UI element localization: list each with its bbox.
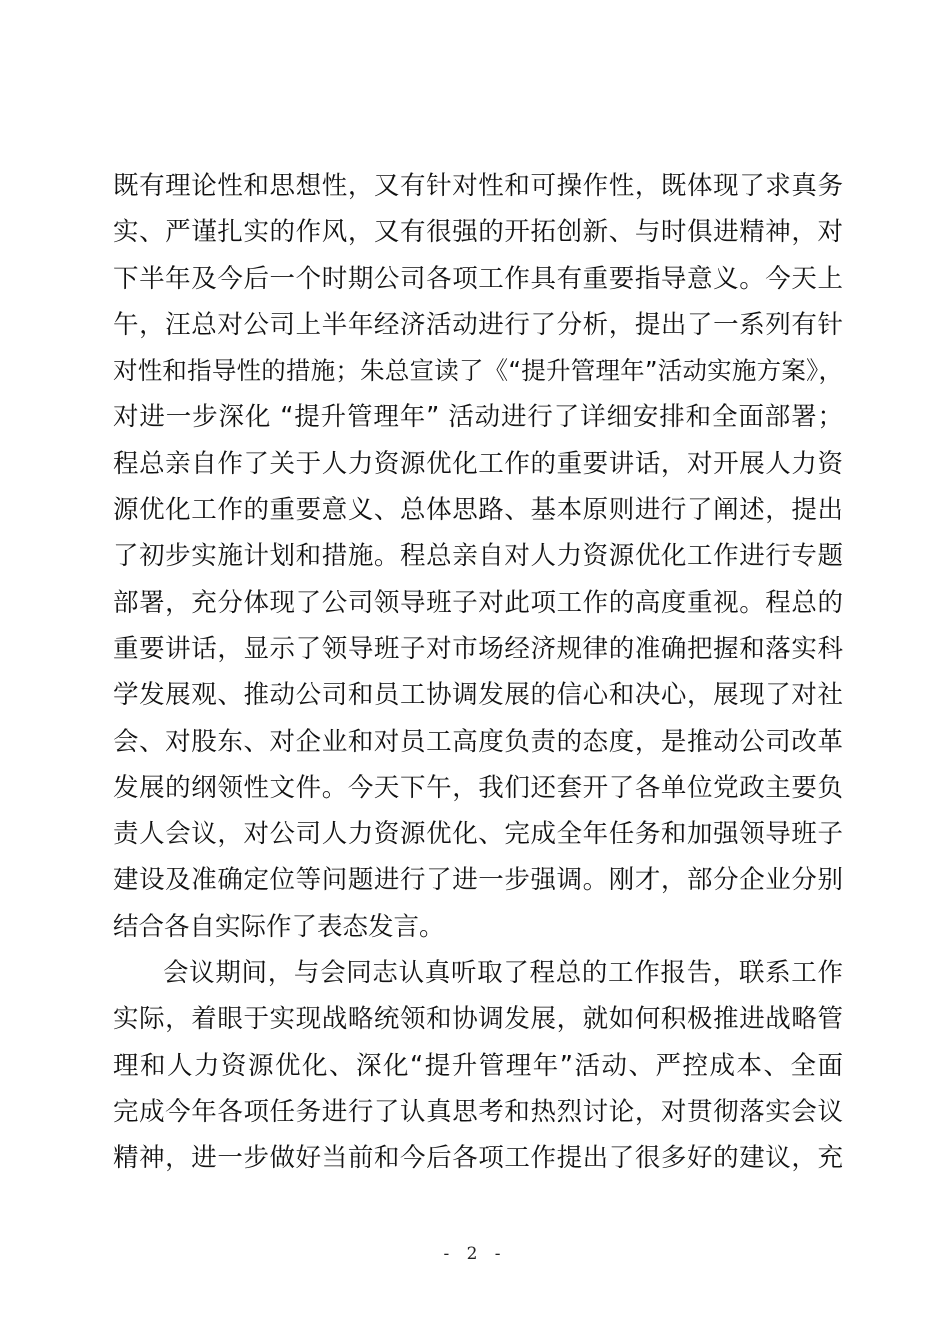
text-line: 学发展观、推动公司和员工协调发展的信心和决心，展现了对社 [113,680,843,711]
text-line: 精神，进一步做好当前和今后各项工作提出了很多好的建议，充 [113,1143,843,1174]
text-line: 完成今年各项任务进行了认真思考和热烈讨论，对贯彻落实会议 [113,1096,843,1127]
body-text [113,163,843,1182]
text-line: 源优化工作的重要意义、总体思路、基本原则进行了阐述，提出 [113,495,843,526]
text-line: 结合各自实际作了表态发言。 [113,911,445,942]
text-line: 建设及准确定位等问题进行了进一步强调。刚才，部分企业分别 [113,865,843,896]
text-line: 对进一步深化 “提升管理年” 活动进行了详细安排和全面部署； [113,402,843,433]
text-line: 会、对股东、对企业和对员工高度负责的态度，是推动公司改革 [113,726,843,757]
text-line: 会议期间，与会同志认真听取了程总的工作报告，联系工作 [163,958,843,989]
text-line: 下半年及今后一个时期公司各项工作具有重要指导意义。今天上 [113,263,843,294]
text-line: 理和人力资源优化、深化“提升管理年”活动、严控成本、全面 [113,1050,843,1081]
text-line: 实际，着眼于实现战略统领和协调发展，就如何积极推进战略管 [113,1004,843,1035]
text-line: 发展的纲领性文件。今天下午，我们还套开了各单位党政主要负 [113,772,843,803]
text-line: 既有理论性和思想性，又有针对性和可操作性，既体现了求真务 [113,171,843,201]
text-line: 责人会议，对公司人力资源优化、完成全年任务和加强领导班子 [113,819,843,850]
text-line: 程总亲自作了关于人力资源优化工作的重要讲话，对开展人力资 [113,448,843,479]
page-number: - 2 - [443,1244,507,1264]
text-line: 实、严谨扎实的作风，又有很强的开拓创新、与时俱进精神，对 [113,217,843,248]
text-line: 对性和指导性的措施；朱总宣读了《“提升管理年”活动实施方案》， [113,356,843,386]
text-line: 午，汪总对公司上半年经济活动进行了分析，提出了一系列有针 [113,309,843,340]
text-line: 了初步实施计划和措施。程总亲自对人力资源优化工作进行专题 [113,541,843,572]
text-line: 重要讲话，显示了领导班子对市场经济规律的准确把握和落实科 [113,633,843,664]
text-line: 部署，充分体现了公司领导班子对此项工作的高度重视。程总的 [113,587,843,618]
